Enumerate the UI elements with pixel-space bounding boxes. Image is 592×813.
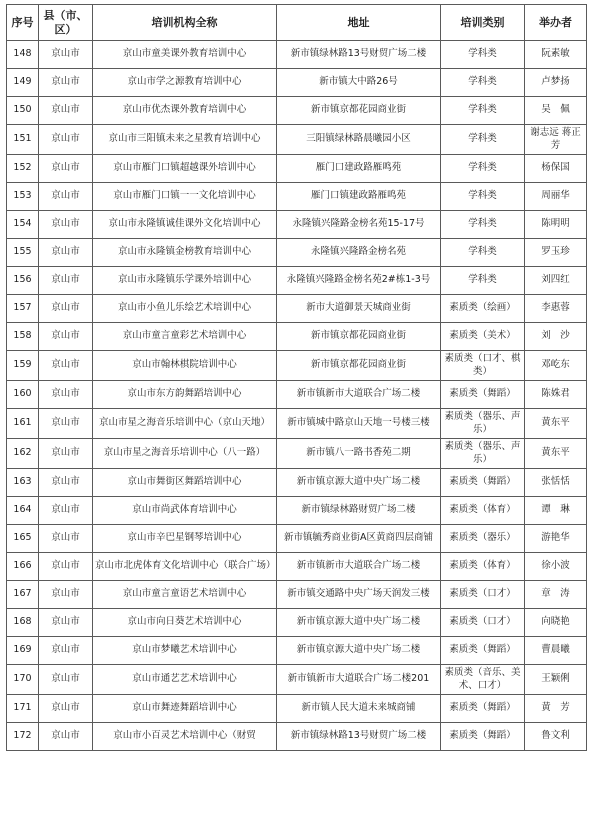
table-header	[7, 5, 587, 41]
cell-name: 京山市辛巴星钢琴培训中心	[93, 525, 277, 553]
cell-address: 新市镇八一路书香苑二期	[277, 439, 441, 469]
cell-organizer: 黄 芳	[525, 695, 587, 723]
cell-name: 京山市梦曦艺术培训中心	[93, 637, 277, 665]
cell-organizer: 阮素敏	[525, 41, 587, 69]
cell-category: 素质类（舞蹈）	[441, 695, 525, 723]
header-address: 地址	[277, 5, 441, 41]
table-row	[7, 665, 587, 695]
table-row	[7, 155, 587, 183]
cell-county: 京山市	[39, 125, 93, 155]
cell-address: 新市镇京源大道中央广场二楼	[277, 609, 441, 637]
cell-no: 164	[7, 497, 39, 525]
cell-name: 京山市小百灵艺术培训中心（财贸	[93, 723, 277, 751]
cell-address: 新市镇新市大道联合广场二楼	[277, 553, 441, 581]
cell-category: 素质类（口才）	[441, 609, 525, 637]
table-row	[7, 381, 587, 409]
cell-no: 154	[7, 211, 39, 239]
cell-category: 素质类（器乐、声乐）	[441, 409, 525, 439]
cell-organizer: 陈明明	[525, 211, 587, 239]
cell-category: 学科类	[441, 69, 525, 97]
cell-name: 京山市童言童语艺术培训中心	[93, 581, 277, 609]
cell-county: 京山市	[39, 469, 93, 497]
cell-county: 京山市	[39, 695, 93, 723]
cell-no: 155	[7, 239, 39, 267]
cell-address: 新市镇京源大道中央广场二楼	[277, 469, 441, 497]
cell-address: 新市镇京都花园商业街	[277, 323, 441, 351]
cell-organizer: 黄东平	[525, 409, 587, 439]
cell-organizer: 游艳华	[525, 525, 587, 553]
cell-county: 京山市	[39, 97, 93, 125]
cell-organizer: 张恬恬	[525, 469, 587, 497]
cell-category: 素质类（体育）	[441, 553, 525, 581]
cell-name: 京山市雁门口镇超越课外培训中心	[93, 155, 277, 183]
cell-name: 京山市永隆镇金榜教育培训中心	[93, 239, 277, 267]
cell-organizer: 刘 沙	[525, 323, 587, 351]
cell-county: 京山市	[39, 439, 93, 469]
cell-county: 京山市	[39, 409, 93, 439]
table-row	[7, 409, 587, 439]
cell-category: 素质类（器乐、声乐）	[441, 439, 525, 469]
cell-no: 160	[7, 381, 39, 409]
cell-organizer: 鲁文利	[525, 723, 587, 751]
data-table	[6, 4, 587, 751]
cell-category: 学科类	[441, 155, 525, 183]
cell-category: 素质类（音乐、美术、口才）	[441, 665, 525, 695]
cell-category: 素质类（器乐）	[441, 525, 525, 553]
cell-name: 京山市童美课外教育培训中心	[93, 41, 277, 69]
cell-organizer: 曹晨曦	[525, 637, 587, 665]
table-row	[7, 581, 587, 609]
table-row	[7, 609, 587, 637]
cell-organizer: 李惠蓉	[525, 295, 587, 323]
cell-county: 京山市	[39, 267, 93, 295]
cell-organizer: 向晓艳	[525, 609, 587, 637]
cell-name: 京山市通艺艺术培训中心	[93, 665, 277, 695]
cell-address: 永隆镇兴隆路金榜名苑15-17号	[277, 211, 441, 239]
cell-address: 新市镇京源大道中央广场二楼	[277, 637, 441, 665]
cell-county: 京山市	[39, 497, 93, 525]
cell-county: 京山市	[39, 183, 93, 211]
cell-address: 永隆镇兴隆路金榜名苑2#栋1-3号	[277, 267, 441, 295]
cell-name: 京山市东方韵舞蹈培训中心	[93, 381, 277, 409]
cell-name: 京山市翰林棋院培训中心	[93, 351, 277, 381]
cell-category: 学科类	[441, 267, 525, 295]
cell-no: 172	[7, 723, 39, 751]
cell-category: 学科类	[441, 125, 525, 155]
cell-organizer: 卢梦扬	[525, 69, 587, 97]
cell-address: 新市镇京都花园商业街	[277, 351, 441, 381]
cell-no: 169	[7, 637, 39, 665]
cell-organizer: 谢志远 蒋正芳	[525, 125, 587, 155]
cell-county: 京山市	[39, 609, 93, 637]
cell-no: 165	[7, 525, 39, 553]
cell-address: 永隆镇兴隆路金榜名苑	[277, 239, 441, 267]
cell-county: 京山市	[39, 295, 93, 323]
cell-organizer: 徐小波	[525, 553, 587, 581]
table-row	[7, 351, 587, 381]
cell-name: 京山市尚武体育培训中心	[93, 497, 277, 525]
cell-no: 166	[7, 553, 39, 581]
cell-address: 雁门口建政路雁鸣苑	[277, 155, 441, 183]
cell-organizer: 刘四红	[525, 267, 587, 295]
cell-no: 167	[7, 581, 39, 609]
cell-no: 163	[7, 469, 39, 497]
cell-county: 京山市	[39, 351, 93, 381]
header-no: 序号	[7, 5, 39, 41]
table-row	[7, 97, 587, 125]
cell-organizer: 章 涛	[525, 581, 587, 609]
training-institutions-table	[6, 4, 586, 751]
cell-category: 学科类	[441, 41, 525, 69]
cell-address: 新市镇交通路中央广场天润发三楼	[277, 581, 441, 609]
cell-name: 京山市三阳镇未来之星教育培训中心	[93, 125, 277, 155]
table-row	[7, 41, 587, 69]
cell-no: 159	[7, 351, 39, 381]
cell-category: 素质类（口才、棋类）	[441, 351, 525, 381]
cell-county: 京山市	[39, 525, 93, 553]
cell-name: 京山市北虎体育文化培训中心（联合广场）	[93, 553, 277, 581]
table-row	[7, 439, 587, 469]
cell-county: 京山市	[39, 581, 93, 609]
cell-category: 素质类（体育）	[441, 497, 525, 525]
cell-address: 新市镇绿林路财贸广场二楼	[277, 497, 441, 525]
cell-no: 168	[7, 609, 39, 637]
cell-name: 京山市星之海音乐培训中心（京山天地）	[93, 409, 277, 439]
cell-organizer: 吴 佩	[525, 97, 587, 125]
table-row	[7, 323, 587, 351]
cell-county: 京山市	[39, 381, 93, 409]
table-row	[7, 723, 587, 751]
table-row	[7, 267, 587, 295]
cell-category: 素质类（美术）	[441, 323, 525, 351]
cell-no: 156	[7, 267, 39, 295]
cell-no: 150	[7, 97, 39, 125]
table-row	[7, 695, 587, 723]
cell-county: 京山市	[39, 723, 93, 751]
table-row	[7, 469, 587, 497]
cell-no: 162	[7, 439, 39, 469]
cell-address: 新市镇新市大道联合广场二楼201	[277, 665, 441, 695]
cell-county: 京山市	[39, 69, 93, 97]
cell-address: 新市镇毓秀商业街A区黄商四层商铺	[277, 525, 441, 553]
cell-name: 京山市小鱼儿乐绘艺术培训中心	[93, 295, 277, 323]
cell-category: 素质类（舞蹈）	[441, 469, 525, 497]
cell-county: 京山市	[39, 155, 93, 183]
cell-organizer: 周丽华	[525, 183, 587, 211]
cell-name: 京山市舞迹舞蹈培训中心	[93, 695, 277, 723]
table-row	[7, 553, 587, 581]
cell-organizer: 罗玉珍	[525, 239, 587, 267]
cell-address: 新市镇大中路26号	[277, 69, 441, 97]
cell-address: 新市镇新市大道联合广场二楼	[277, 381, 441, 409]
cell-address: 新市镇绿林路13号财贸广场二楼	[277, 41, 441, 69]
cell-organizer: 陈姝君	[525, 381, 587, 409]
cell-category: 素质类（舞蹈）	[441, 637, 525, 665]
cell-county: 京山市	[39, 553, 93, 581]
cell-address: 新市镇京都花园商业街	[277, 97, 441, 125]
table-row	[7, 497, 587, 525]
cell-address: 新市镇绿林路13号财贸广场二楼	[277, 723, 441, 751]
cell-county: 京山市	[39, 239, 93, 267]
cell-category: 学科类	[441, 211, 525, 239]
cell-organizer: 王颖俐	[525, 665, 587, 695]
header-name: 培训机构全称	[93, 5, 277, 41]
cell-category: 学科类	[441, 183, 525, 211]
cell-organizer: 杨保国	[525, 155, 587, 183]
table-row	[7, 69, 587, 97]
cell-name: 京山市星之海音乐培训中心（八一路）	[93, 439, 277, 469]
cell-address: 雁门口镇建政路雁鸣苑	[277, 183, 441, 211]
cell-no: 158	[7, 323, 39, 351]
cell-name: 京山市童言童彩艺术培训中心	[93, 323, 277, 351]
cell-address: 三阳镇绿林路晨曦园小区	[277, 125, 441, 155]
cell-county: 京山市	[39, 211, 93, 239]
cell-no: 152	[7, 155, 39, 183]
cell-no: 149	[7, 69, 39, 97]
cell-organizer: 谭 琳	[525, 497, 587, 525]
cell-no: 171	[7, 695, 39, 723]
cell-address: 新市镇城中路京山天地一号楼三楼	[277, 409, 441, 439]
cell-name: 京山市舞街区舞蹈培训中心	[93, 469, 277, 497]
cell-address: 新市镇人民大道未来城商铺	[277, 695, 441, 723]
cell-category: 素质类（舞蹈）	[441, 381, 525, 409]
table-row	[7, 125, 587, 155]
cell-name: 京山市学之源教育培训中心	[93, 69, 277, 97]
header-county: 县（市、区）	[39, 5, 93, 41]
cell-category: 素质类（绘画）	[441, 295, 525, 323]
header-organizer: 举办者	[525, 5, 587, 41]
cell-no: 157	[7, 295, 39, 323]
cell-county: 京山市	[39, 41, 93, 69]
table-body	[7, 41, 587, 751]
table-row	[7, 295, 587, 323]
table-row	[7, 211, 587, 239]
cell-no: 148	[7, 41, 39, 69]
cell-organizer: 邓屹东	[525, 351, 587, 381]
cell-address: 新市大道御景天城商业街	[277, 295, 441, 323]
cell-category: 素质类（舞蹈）	[441, 723, 525, 751]
cell-name: 京山市优杰课外教育培训中心	[93, 97, 277, 125]
table-row	[7, 239, 587, 267]
cell-no: 151	[7, 125, 39, 155]
cell-county: 京山市	[39, 637, 93, 665]
table-row	[7, 525, 587, 553]
cell-category: 学科类	[441, 239, 525, 267]
cell-name: 京山市向日葵艺术培训中心	[93, 609, 277, 637]
cell-category: 素质类（口才）	[441, 581, 525, 609]
table-row	[7, 183, 587, 211]
header-row	[7, 5, 587, 41]
cell-no: 153	[7, 183, 39, 211]
cell-county: 京山市	[39, 323, 93, 351]
cell-name: 京山市永隆镇乐学课外培训中心	[93, 267, 277, 295]
cell-no: 161	[7, 409, 39, 439]
cell-organizer: 黄东平	[525, 439, 587, 469]
cell-county: 京山市	[39, 665, 93, 695]
cell-name: 京山市雁门口镇一一文化培训中心	[93, 183, 277, 211]
table-row	[7, 637, 587, 665]
cell-no: 170	[7, 665, 39, 695]
cell-name: 京山市永隆镇诚佳课外文化培训中心	[93, 211, 277, 239]
header-category: 培训类别	[441, 5, 525, 41]
cell-category: 学科类	[441, 97, 525, 125]
